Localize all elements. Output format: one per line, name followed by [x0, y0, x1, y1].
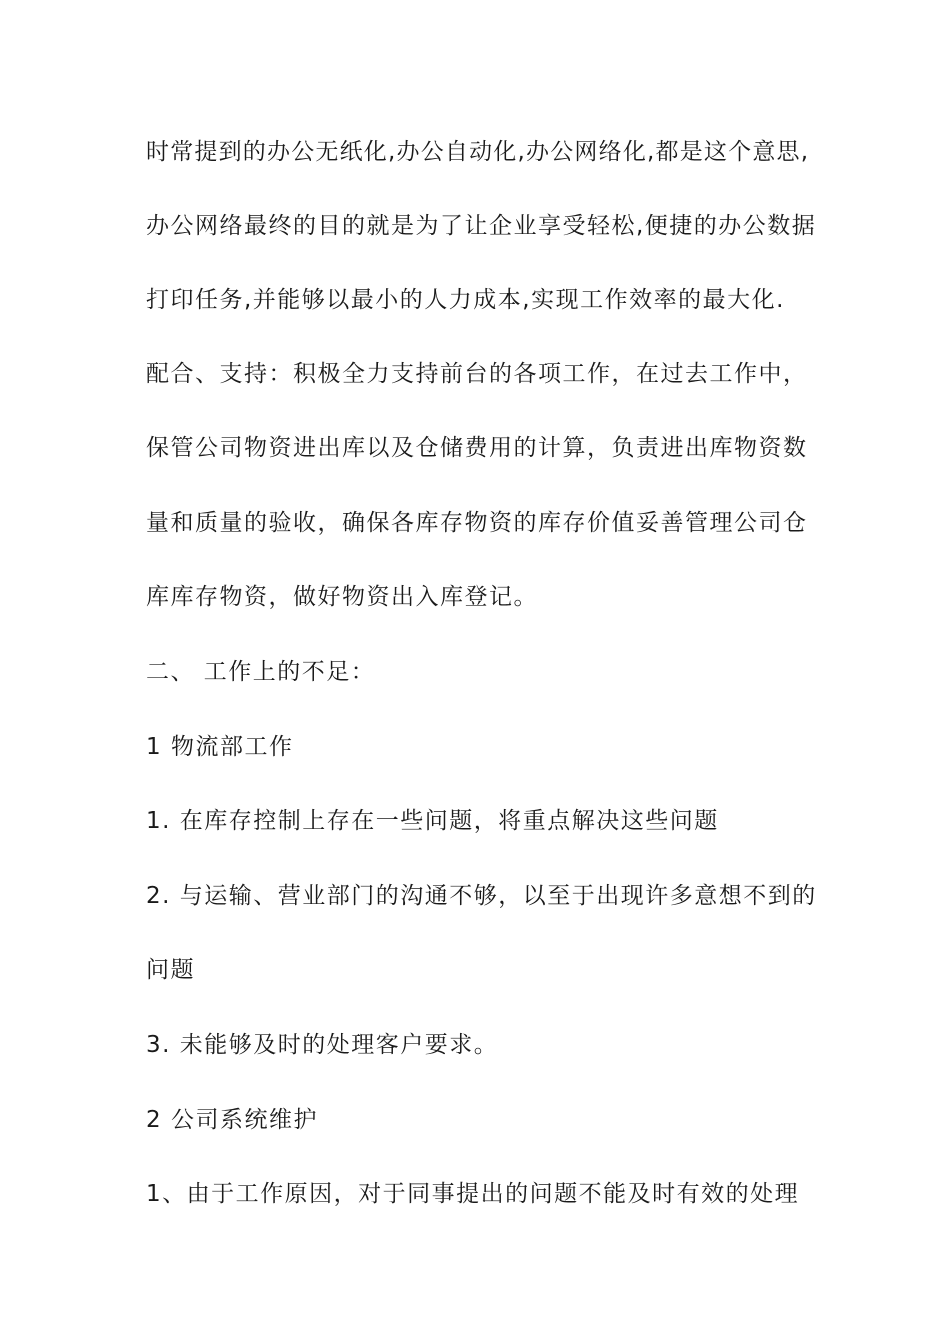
- list-item: 2. 与运输、营业部门的沟通不够，以至于出现许多意想不到的: [146, 883, 817, 909]
- list-item: 1. 在库存控制上存在一些问题，将重点解决这些问题: [146, 808, 719, 834]
- text-line: 保管公司物资进出库以及仓储费用的计算，负责进出库物资数: [146, 435, 808, 461]
- section-heading: 二、 工作上的不足：: [146, 659, 376, 685]
- subsection-heading: 1 物流部工作: [146, 734, 294, 760]
- text-line: 打印任务,并能够以最小的人力成本,实现工作效率的最大化.: [146, 287, 785, 313]
- text-line: 办公网络最终的目的就是为了让企业享受轻松,便捷的办公数据: [146, 213, 817, 239]
- subsection-heading: 2 公司系统维护: [146, 1107, 318, 1133]
- list-item: 1、由于工作原因，对于同事提出的问题不能及时有效的处理: [146, 1181, 800, 1207]
- text-line: 时常提到的办公无纸化,办公自动化,办公网络化,都是这个意思,: [146, 139, 810, 165]
- list-item-continuation: 问题: [146, 957, 195, 983]
- list-item: 3. 未能够及时的处理客户要求。: [146, 1032, 499, 1058]
- text-line: 量和质量的验收，确保各库存物资的库存价值妥善管理公司仓: [146, 510, 808, 536]
- text-line: 配合、支持：积极全力支持前台的各项工作，在过去工作中，: [146, 361, 808, 387]
- text-line: 库库存物资，做好物资出入库登记。: [146, 584, 538, 610]
